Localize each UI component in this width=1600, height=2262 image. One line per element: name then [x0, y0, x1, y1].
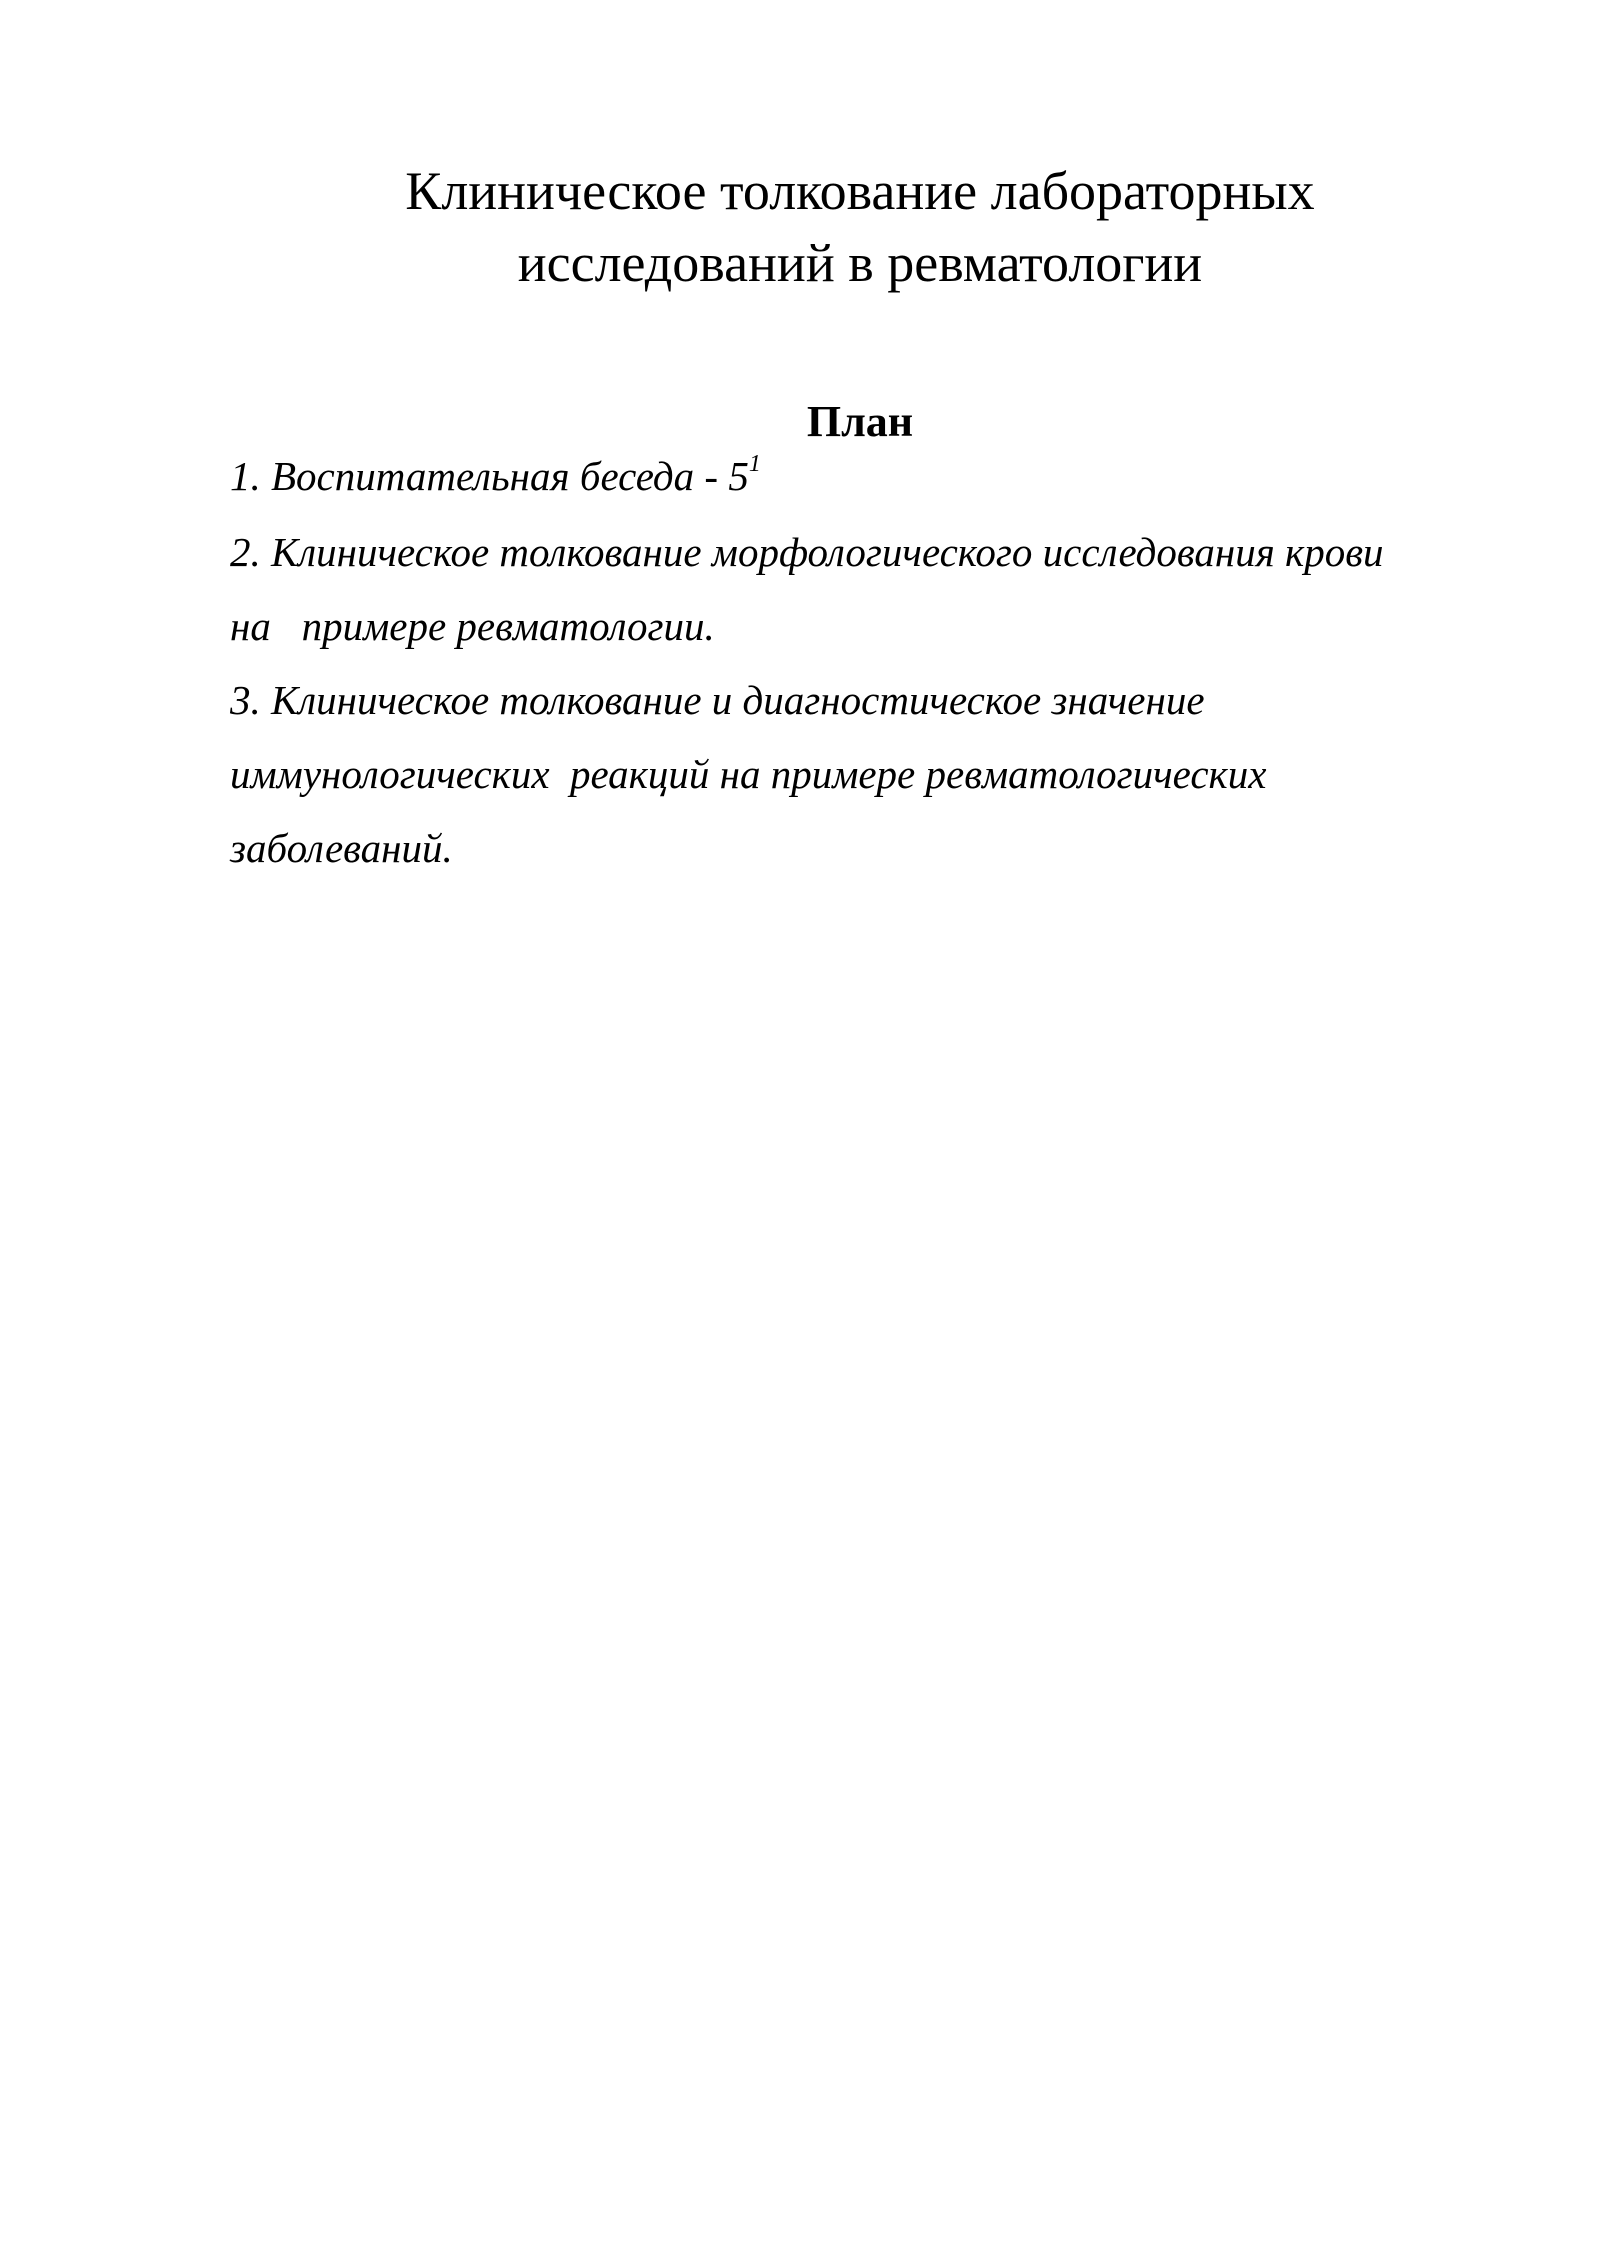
plan-item-3-line-2: иммунологических реакций на примере ревматологических [230, 751, 1267, 797]
footnote-reference: 1 [748, 451, 761, 478]
plan-item-2-line-1: 2. Клиническое толкование морфологического исследования крови [230, 529, 1384, 575]
plan-item-3-line-1: 3. Клиническое толкование и диагностическое значение [230, 677, 1205, 723]
document-title-line-1: Клиническое толкование лабораторных [405, 161, 1315, 221]
plan-heading: План [806, 397, 914, 446]
plan-item-1 [230, 451, 761, 499]
plan-item-1-text: 1. Воспитательная беседа - 5 [230, 453, 749, 499]
plan-item-3-line-3: заболеваний. [230, 825, 453, 871]
plan-item-2-line-2: на примере ревматологии. [230, 603, 715, 649]
document-title-line-2: исследований в ревматологии [517, 233, 1203, 293]
